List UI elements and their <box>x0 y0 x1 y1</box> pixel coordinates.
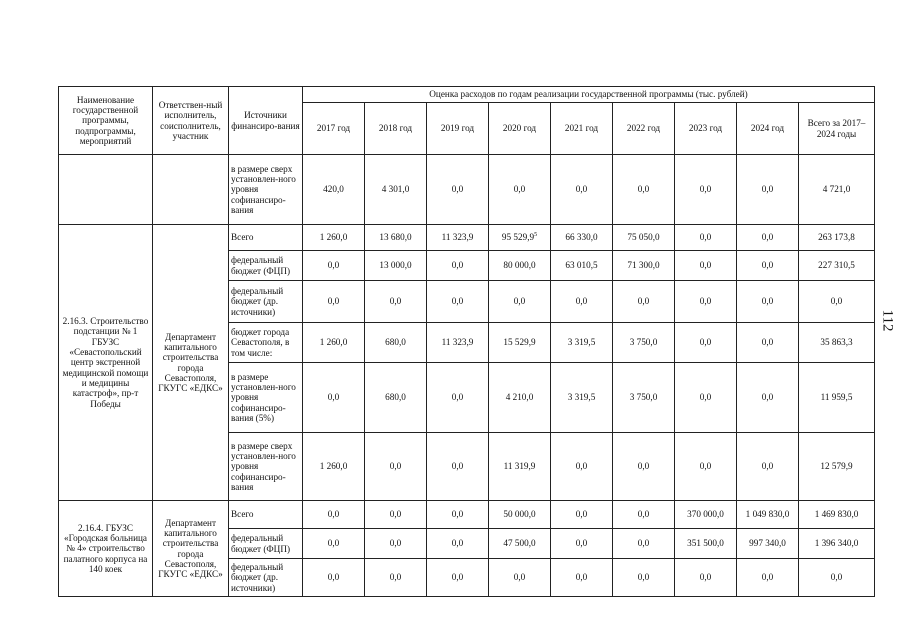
value-cell: 1 396 340,0 <box>799 529 875 559</box>
value-cell: 0,0 <box>675 363 737 433</box>
source-cell: Всего <box>229 501 303 529</box>
value-cell: 0,0 <box>303 559 365 597</box>
value-cell: 13 680,0 <box>365 225 427 251</box>
value-cell: 13 000,0 <box>365 251 427 281</box>
value-cell: 47 500,0 <box>489 529 551 559</box>
value-cell: 15 529,9 <box>489 323 551 363</box>
value-cell: 351 500,0 <box>675 529 737 559</box>
header-group: Оценка расходов по годам реализации государственной программы (тыс. рублей) <box>303 87 875 103</box>
value-cell: 12 579,9 <box>799 433 875 501</box>
empty-cell <box>59 155 153 225</box>
value-cell: 0,0 <box>675 251 737 281</box>
value-cell: 0,0 <box>303 529 365 559</box>
source-cell: в размере сверх установлен-ного уровня софинансиро-вания <box>229 433 303 501</box>
value-text: 95 529,9 <box>501 232 535 243</box>
value-cell: 0,0 <box>427 501 489 529</box>
value-cell: 0,0 <box>613 433 675 501</box>
value-cell: 0,0 <box>551 559 613 597</box>
value-cell: 75 050,0 <box>613 225 675 251</box>
table-row <box>59 155 875 225</box>
header-year: 2019 год <box>427 103 489 155</box>
value-cell: 0,0 <box>737 155 799 225</box>
value-cell: 0,0 <box>427 251 489 281</box>
value-cell: 0,0 <box>613 529 675 559</box>
value-cell: 63 010,5 <box>551 251 613 281</box>
source-cell: федеральный бюджет (др. источники) <box>229 559 303 597</box>
value-cell: 35 863,3 <box>799 323 875 363</box>
source-cell: в размере сверх установлен-ного уровня софинансиро-вания <box>229 155 303 225</box>
budget-table <box>58 86 875 597</box>
executor: Департамент капитального строительства города Севастополя, ГКУГС «ЕДКС» <box>153 501 229 597</box>
header-year: 2024 год <box>737 103 799 155</box>
value-cell: 11 319,9 <box>489 433 551 501</box>
value-cell: 71 300,0 <box>613 251 675 281</box>
value-cell: 4 301,0 <box>365 155 427 225</box>
value-cell: 0,0 <box>365 433 427 501</box>
value-cell: 0,0 <box>427 363 489 433</box>
executor: Департамент капитального строительства города Севастополя, ГКУГС «ЕДКС» <box>153 225 229 501</box>
source-cell: федеральный бюджет (ФЦП) <box>229 251 303 281</box>
value-cell: 0,0 <box>489 559 551 597</box>
value-cell: 50 000,0 <box>489 501 551 529</box>
value-cell: 0,0 <box>303 501 365 529</box>
value-cell: 0,0 <box>489 281 551 323</box>
value-cell: 1 049 830,0 <box>737 501 799 529</box>
value-cell: 997 340,0 <box>737 529 799 559</box>
value-cell: 0,0 <box>365 529 427 559</box>
value-cell: 0,0 <box>737 225 799 251</box>
source-cell: Всего <box>229 225 303 251</box>
value-cell: 680,0 <box>365 323 427 363</box>
header-year: 2022 год <box>613 103 675 155</box>
source-cell: бюджет города Севастополя, в том числе: <box>229 323 303 363</box>
value-cell: 0,0 <box>737 363 799 433</box>
value-cell: 420,0 <box>303 155 365 225</box>
value-cell: 0,0 <box>737 323 799 363</box>
value-cell: 0,0 <box>365 559 427 597</box>
value-cell: 0,0 <box>303 363 365 433</box>
value-cell: 0,0 <box>427 433 489 501</box>
value-cell: 0,0 <box>427 559 489 597</box>
value-cell: 0,0 <box>675 155 737 225</box>
value-cell: 0,0 <box>489 155 551 225</box>
value-cell: 0,0 <box>427 281 489 323</box>
value-cell: 0,0 <box>551 155 613 225</box>
source-cell: в размере установлен-ного уровня софинансиро-вания (5%) <box>229 363 303 433</box>
value-cell: 11 959,5 <box>799 363 875 433</box>
table-row <box>59 501 875 529</box>
value-cell: 0,0 <box>675 559 737 597</box>
source-cell: федеральный бюджет (др. источники) <box>229 281 303 323</box>
value-cell: 0,0 <box>365 501 427 529</box>
value-cell: 0,0 <box>551 529 613 559</box>
value-cell: 263 173,8 <box>799 225 875 251</box>
value-cell: 4 210,0 <box>489 363 551 433</box>
header-total: Всего за 2017–2024 годы <box>799 103 875 155</box>
value-cell: 1 469 830,0 <box>799 501 875 529</box>
value-cell: 11 323,9 <box>427 323 489 363</box>
value-cell: 3 750,0 <box>613 363 675 433</box>
header-year: 2021 год <box>551 103 613 155</box>
value-cell: 80 000,0 <box>489 251 551 281</box>
header-year: 2020 год <box>489 103 551 155</box>
header-year: 2018 год <box>365 103 427 155</box>
header-year: 2023 год <box>675 103 737 155</box>
value-cell: 66 330,0 <box>551 225 613 251</box>
value-cell: 4 721,0 <box>799 155 875 225</box>
value-cell: 370 000,0 <box>675 501 737 529</box>
value-cell: 3 319,5 <box>551 363 613 433</box>
value-cell: 0,0 <box>613 155 675 225</box>
value-cell: 11 323,9 <box>427 225 489 251</box>
value-cell: 0,0 <box>675 281 737 323</box>
value-cell: 0,0 <box>675 323 737 363</box>
value-cell: 0,0 <box>799 559 875 597</box>
value-cell: 0,0 <box>737 559 799 597</box>
value-cell: 0,0 <box>427 155 489 225</box>
value-cell: 0,0 <box>737 281 799 323</box>
value-cell: 0,0 <box>551 281 613 323</box>
measure-name: 2.16.4. ГБУЗС «Городская больница № 4» строительство палатного корпуса на 140 коек <box>59 501 153 597</box>
value-cell: 680,0 <box>365 363 427 433</box>
value-cell: 0,0 <box>613 559 675 597</box>
value-cell: 0,0 <box>613 281 675 323</box>
value-cell: 1 260,0 <box>303 225 365 251</box>
value-cell: 0,0 <box>365 281 427 323</box>
value-cell: 0,0 <box>551 433 613 501</box>
value-cell: 0,0 <box>303 281 365 323</box>
value-cell: 0,0 <box>427 529 489 559</box>
value-cell: 3 319,5 <box>551 323 613 363</box>
header-executor: Ответствен-ный исполнитель, соисполнитель, участник <box>153 87 229 155</box>
header-source: Источники финансиро-вания <box>229 87 303 155</box>
value-cell: 0,0 <box>737 251 799 281</box>
value-cell: 1 260,0 <box>303 433 365 501</box>
value-cell: 0,0 <box>303 251 365 281</box>
table-row <box>59 225 875 251</box>
footnote-marker: 5 <box>534 232 538 239</box>
value-cell: 0,0 <box>675 433 737 501</box>
measure-name: 2.16.3. Строительство подстанции № 1 ГБУЗС «Севастопольский центр экстренной медицинской помощи и медицины катастроф», пр-т Победы <box>59 225 153 501</box>
header-name: Наименование государственной программы, подпрограммы, мероприятий <box>59 87 153 155</box>
value-cell: 0,0 <box>613 501 675 529</box>
header-year: 2017 год <box>303 103 365 155</box>
value-cell: 227 310,5 <box>799 251 875 281</box>
value-cell: 1 260,0 <box>303 323 365 363</box>
value-cell: 0,0 <box>551 501 613 529</box>
empty-cell <box>153 155 229 225</box>
source-cell: федеральный бюджет (ФЦП) <box>229 529 303 559</box>
value-cell <box>489 225 551 251</box>
value-cell: 0,0 <box>737 433 799 501</box>
value-cell: 0,0 <box>675 225 737 251</box>
value-cell: 3 750,0 <box>613 323 675 363</box>
page-number: 112 <box>879 309 896 332</box>
value-cell: 0,0 <box>799 281 875 323</box>
